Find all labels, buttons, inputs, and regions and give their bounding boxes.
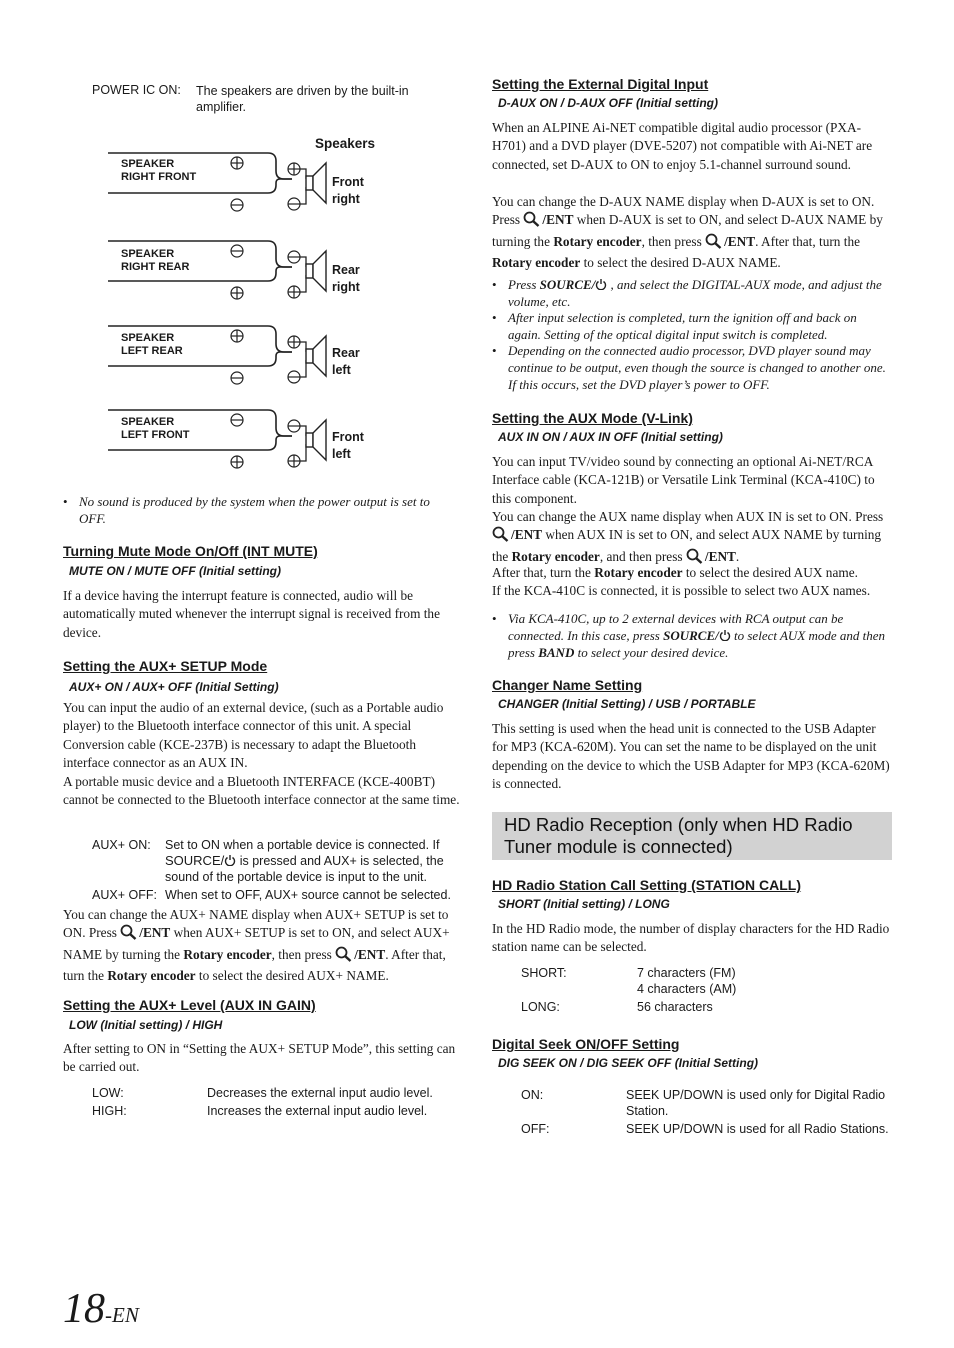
minus-terminal	[231, 199, 243, 211]
high-label: HIGH:	[92, 1104, 127, 1118]
seek-on-label: ON:	[521, 1088, 544, 1102]
power-icon	[719, 628, 731, 643]
dig-seek-heading: Digital Seek ON/OFF Setting	[492, 1036, 680, 1052]
power-ic-label: POWER IC ON:	[92, 83, 181, 97]
aux-on-label: AUX+ ON:	[92, 838, 151, 852]
minus-terminal	[288, 371, 300, 383]
changer-sub: CHANGER (Initial Setting) / USB / PORTABLE	[498, 697, 756, 711]
speaker-output-label: Front left	[332, 430, 364, 461]
digital-note-3: • Depending on the connected audio processor, DVD player sound may continue to be output, even though the source is changed to another one. If this occurs, set the DVD player’s power to OFF.	[492, 343, 886, 392]
long-text: 56 characters	[637, 1000, 713, 1014]
section-title: HD Radio Reception (only when HD Radio Tuner module is connected)	[504, 814, 853, 857]
station-call-heading: HD Radio Station Call Setting (STATION CALL)	[492, 877, 802, 893]
plus-terminal	[231, 330, 243, 342]
int-mute-heading: Turning Mute Mode On/Off (INT MUTE)	[63, 543, 318, 559]
speaker-label: SPEAKER LEFT FRONT	[121, 416, 190, 441]
search-icon	[492, 526, 509, 547]
high-text: Increases the external input audio level.	[207, 1104, 428, 1118]
low-label: LOW:	[92, 1086, 124, 1100]
speaker-icon	[306, 251, 326, 291]
minus-terminal	[231, 372, 243, 384]
changer-heading: Changer Name Setting	[492, 677, 643, 693]
speaker-icon	[306, 163, 326, 203]
station-call-text: In the HD Radio mode, the number of display characters for the HD Radio station name can be selected.	[492, 921, 890, 955]
speaker-icon	[306, 336, 326, 376]
aux-mode-p2: You can change the AUX name display when AUX IN is set to ON. Press /ENT when AUX IN is set to ON, and select AUX NAME by turning the Rotary encoder, and then press /ENT.	[492, 508, 892, 569]
aux-mode-heading: Setting the AUX Mode (V-Link)	[492, 410, 693, 426]
short-text: 7 characters (FM) 4 characters (AM)	[637, 966, 737, 996]
page-number: 18-EN	[63, 1286, 139, 1332]
aux-setup-heading: Setting the AUX+ SETUP Mode	[63, 658, 268, 674]
minus-terminal	[231, 414, 243, 426]
aux-setup-p3: You can change the AUX+ NAME display when AUX+ SETUP is set to ON. Press /ENT when AUX+ SETUP is set to ON, and select AUX+ NAME by turning the Rotary encoder, then press /ENT. After that, turn the Rotary encoder to select the desired AUX+ NAME.	[63, 907, 450, 984]
long-label: LONG:	[521, 1000, 560, 1014]
speaker-channel	[108, 410, 326, 468]
aux-mode-p4: If the KCA-410C is connected, it is possible to select two AUX names.	[492, 583, 871, 598]
aux-level-heading: Setting the AUX+ Level (AUX IN GAIN)	[63, 997, 316, 1013]
search-icon	[335, 946, 352, 967]
aux-off-label: AUX+ OFF:	[92, 888, 157, 902]
power-icon	[224, 853, 236, 869]
seek-off-text: SEEK UP/DOWN is used for all Radio Stations.	[626, 1122, 889, 1136]
seek-on-text: SEEK UP/DOWN is used only for Digital Radio Station.	[626, 1088, 886, 1118]
search-icon	[523, 211, 540, 232]
int-mute-text: If a device having the interrupt feature is connected, audio will be automatically muted whenever the interrupt signal is received from the device.	[63, 588, 440, 640]
speaker-output-label: Rear right	[332, 263, 360, 294]
note-power: • No sound is produced by the system when the power output is set to OFF.	[63, 494, 430, 526]
aux-level-sub: LOW (Initial setting) / HIGH	[69, 1018, 223, 1032]
aux-mode-p1: You can input TV/video sound by connecting an optional Ai-NET/RCA Interface cable (KCA-121B) or Versatile Link Terminal (KCA-410C) to this component.	[492, 454, 875, 506]
digital-input-sub: D-AUX ON / D-AUX OFF (Initial setting)	[498, 96, 718, 110]
speakers-title: Speakers	[315, 136, 376, 151]
dig-seek-sub: DIG SEEK ON / DIG SEEK OFF (Initial Setting)	[498, 1056, 759, 1070]
aux-setup-p1: You can input the audio of an external device, (such as a Portable audio player) to the Bluetooth interface connector of this unit. A special Conversion cable (KCE-237B) is necessary to adapt the Bluetooth interface connector as an AUX IN.	[63, 700, 444, 771]
digital-input-heading: Setting the External Digital Input	[492, 76, 709, 92]
changer-text: This setting is used when the head unit is connected to the USB Adapter for MP3 (KCA-620M). You can set the name to be displayed on the unit depending on the device to which the USB Adapter for MP3 (KCA-620M) is connected.	[492, 721, 890, 792]
speaker-output-label: Front right	[332, 175, 364, 206]
minus-terminal	[288, 251, 300, 263]
section-banner	[492, 812, 892, 860]
digital-input-p2: You can change the D-AUX NAME display when D-AUX is set to ON. Press /ENT when D-AUX is set to ON, and select D-AUX NAME by turning the Rotary encoder, then press /ENT. After that, turn the Rotary encoder to select the desired D-AUX NAME.	[492, 194, 883, 271]
aux-setup-sub: AUX+ ON / AUX+ OFF (Initial Setting)	[69, 680, 279, 694]
short-label: SHORT:	[521, 966, 567, 980]
digital-note-1: • Press SOURCE/ , and select the DIGITAL-AUX mode, and adjust the volume, etc.	[492, 277, 882, 309]
int-mute-sub: MUTE ON / MUTE OFF (Initial setting)	[69, 564, 281, 578]
low-text: Decreases the external input audio level.	[207, 1086, 433, 1100]
speaker-label: SPEAKER RIGHT FRONT	[121, 158, 197, 183]
aux-off-text: When set to OFF, AUX+ source cannot be selected.	[165, 888, 451, 902]
power-icon	[595, 277, 607, 292]
search-icon	[120, 924, 137, 945]
plus-terminal	[288, 336, 300, 348]
minus-terminal	[231, 245, 243, 257]
aux-level-text: After setting to ON in “Setting the AUX+ SETUP Mode”, this setting can be carried out.	[63, 1041, 456, 1075]
aux-on-text: Set to ON when a portable device is connected. If SOURCE/ is pressed and AUX+ is selected, the sound of the portable device is input to the unit.	[165, 838, 444, 884]
aux-mode-sub: AUX IN ON / AUX IN OFF (Initial setting)	[498, 430, 723, 444]
plus-terminal	[231, 157, 243, 169]
plus-terminal	[288, 455, 300, 467]
plus-terminal	[231, 287, 243, 299]
power-ic-text: The speakers are driven by the built-in amplifier.	[196, 84, 409, 114]
station-call-sub: SHORT (Initial setting) / LONG	[498, 897, 670, 911]
aux-mode-note: • Via KCA-410C, up to 2 external devices with RCA output can be connected. In this case, press SOURCE/ to select AUX mode and then press BAND to select your desired device.	[492, 611, 886, 660]
minus-terminal	[288, 198, 300, 210]
speaker-channel	[108, 326, 326, 384]
seek-off-label: OFF:	[521, 1122, 550, 1136]
search-icon	[705, 233, 722, 254]
wiring-diagram	[100, 145, 460, 485]
speaker-channel	[108, 241, 326, 299]
aux-mode-p3: After that, turn the Rotary encoder to select the desired AUX name.	[492, 565, 858, 580]
minus-terminal	[288, 420, 300, 432]
plus-terminal	[288, 163, 300, 175]
plus-terminal	[231, 456, 243, 468]
speaker-icon	[306, 420, 326, 460]
speaker-label: SPEAKER LEFT REAR	[121, 332, 183, 357]
digital-note-2: • After input selection is completed, turn the ignition off and back on again. Setting of the optical digital input switch is completed.	[492, 310, 857, 342]
speaker-label: SPEAKER RIGHT REAR	[121, 248, 190, 273]
speaker-output-label: Rear left	[332, 346, 360, 377]
digital-input-p1: When an ALPINE Ai-NET compatible digital audio processor (PXA-H701) and a DVD player (DVE-5207) not compatible with Ai-NET are connected, set D-AUX to ON to enjoy 5.1-channel surround sound.	[492, 120, 873, 172]
aux-setup-p2: A portable music device and a Bluetooth INTERFACE (KCE-400BT) cannot be connected to the Bluetooth interface connector at the same time.	[63, 774, 460, 808]
plus-terminal	[288, 286, 300, 298]
speaker-channel	[108, 153, 326, 211]
